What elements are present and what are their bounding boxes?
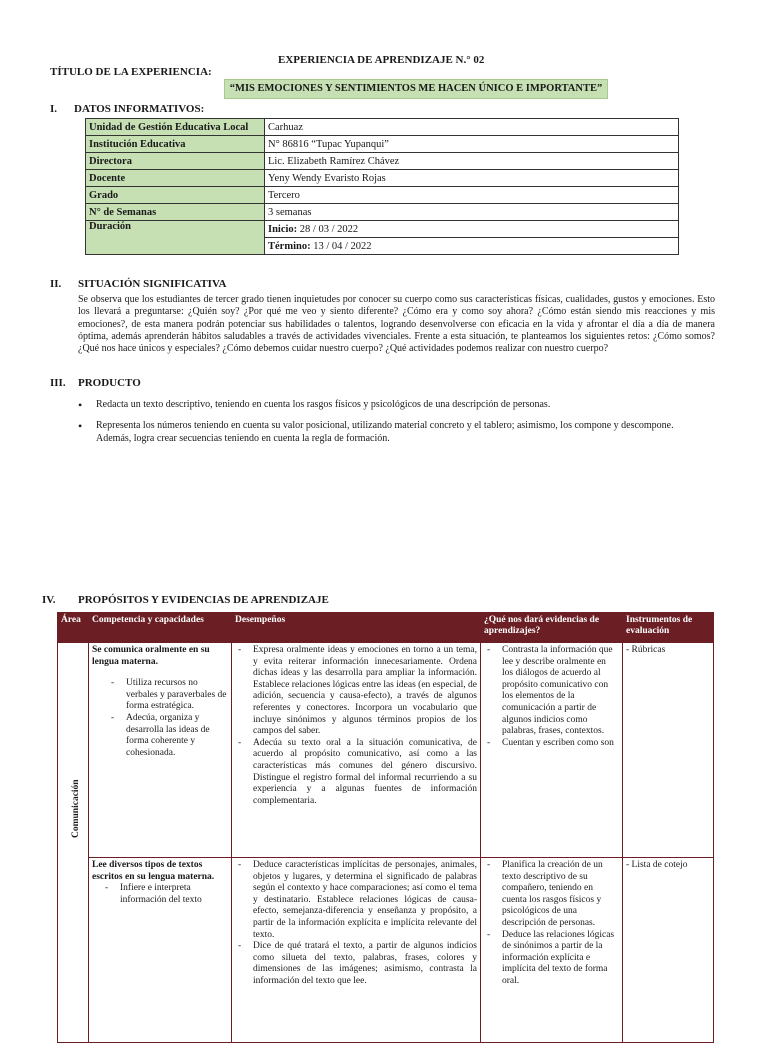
competencia-cell xyxy=(89,643,232,858)
evidencias-cell xyxy=(481,858,623,1043)
section-1-number: I. xyxy=(50,103,58,115)
info-row-duracion xyxy=(86,221,679,238)
info-value: Carhuaz xyxy=(265,119,679,136)
evidencias-list xyxy=(484,645,619,749)
datos-informativos-table xyxy=(85,118,679,255)
producto-bullet-2 xyxy=(78,420,708,445)
info-row xyxy=(86,136,679,153)
info-value: Tercero xyxy=(265,187,679,204)
info-key: Unidad de Gestión Educativa Local xyxy=(86,119,265,136)
section-2-heading: SITUACIÓN SIGNIFICATIVA xyxy=(78,278,227,290)
info-key: Docente xyxy=(86,170,265,187)
section-3-number: III. xyxy=(50,377,66,389)
info-row xyxy=(86,170,679,187)
inicio-cell xyxy=(265,221,679,238)
list-item: - Utiliza recursos no verbales y paraverbales de forma estratégica. xyxy=(108,678,228,713)
col-instrumentos: Instrumentos de evaluación xyxy=(623,613,714,643)
info-row xyxy=(86,153,679,170)
list-item: - Adecúa, organiza y desarrolla las ideas de forma coherente y cohesionada. xyxy=(108,713,228,759)
section-3-heading: PRODUCTO xyxy=(78,377,141,389)
col-competencia: Competencia y capacidades xyxy=(89,613,232,643)
list-item: - Deduce las relaciones lógicas de sinónimos a partir de la información explícita e implícita del texto de forma oral. xyxy=(484,930,619,988)
table-header-row xyxy=(58,613,714,643)
info-key: Institución Educativa xyxy=(86,136,265,153)
situacion-significativa-text: Se observa que los estudiantes de tercer grado tienen inquietudes por conocer su cuerpo como sus características físicas, cualidades, gustos y emociones. Esto los llevará a preguntarse: ¿Quién soy? ¿Por qué me veo y siento diferente? ¿Cómo era y como soy ahora? ¿Cómo están siendo mis reacciones y mis emociones?, de esta manera podrán potenciar sus habilidades o talentos, logrando desenvolverse con eficacia en la vida y afrontar el día a día de manera óptima, además aprenderán hábitos saludables a través de actividades vivenciales. Frente a esta situación, te planteamos los siguientes retos: ¿Cómo somos? ¿Qué nos hace únicos y especiales? ¿Cómo debemos cuidar nuestro cuerpo? ¿Qué actividades podemos realizar con nuestro cuerpo? xyxy=(78,294,715,355)
area-cell xyxy=(58,643,89,1043)
table-row xyxy=(58,858,714,1043)
col-desempenos: Desempeños xyxy=(232,613,481,643)
instrumento-cell: - Rúbricas xyxy=(623,643,714,858)
list-item: - Adecúa su texto oral a la situación comunicativa, de acuerdo al propósito comunicativo, así como a las características más comunes del género discursivo. Distingue el registro formal del informal recurriendo a su experiencia y a algunas fuentes de información complementaria. xyxy=(235,738,477,808)
evidencias-cell xyxy=(481,643,623,858)
list-item: - Dice de qué tratará el texto, a partir de algunos indicios como silueta del texto, palabras, frases, colores y dimensiones de las imágenes; asimismo, contrasta la información del texto que lee. xyxy=(235,941,477,987)
info-value: N° 86816 “Tupac Yupanqui” xyxy=(265,136,679,153)
competencia-title: Se comunica oralmente en su lengua materna. xyxy=(92,645,210,667)
info-value: 3 semanas xyxy=(265,204,679,221)
producto-bullet-1 xyxy=(78,399,708,412)
info-key: N° de Semanas xyxy=(86,204,265,221)
bullet-icon: • xyxy=(78,419,83,433)
instrumento-cell: - Lista de cotejo xyxy=(623,858,714,1043)
producto-bullet-text: Redacta un texto descriptivo, teniendo en cuenta los rasgos físicos y psicológicos de una descripción de personas. xyxy=(96,399,551,410)
table-row xyxy=(58,643,714,858)
info-value: Yeny Wendy Evaristo Rojas xyxy=(265,170,679,187)
section-4-number: IV. xyxy=(42,594,56,606)
list-item: - Expresa oralmente ideas y emociones en torno a un tema, y evita reiterar información innecesariamente. Ordena dichas ideas y las desarrolla para ampliar la información. Establece relaciones lógicas entre las ideas (en especial, de adición, secuencia y causa-efecto), a través de algunos referentes y conectores. Incorpora un vocabulario que incluye sinónimos y algunos términos propios de los campos del saber. xyxy=(235,645,477,738)
desempenos-list xyxy=(235,860,477,988)
producto-bullet-text: Representa los números teniendo en cuenta su valor posicional, utilizando material concreto y el tablero; asimismo, los compone y descompone. Además, logra crear secuencias teniendo en cuenta la regla de formación. xyxy=(96,420,674,444)
section-4-heading: PROPÓSITOS Y EVIDENCIAS DE APRENDIZAJE xyxy=(78,594,329,606)
info-row xyxy=(86,119,679,136)
experience-title-label: TÍTULO DE LA EXPERIENCIA: xyxy=(50,66,212,78)
list-item: - Deduce características implícitas de personajes, animales, objetos y lugares, y determina el significado de palabras según el contexto y hace comparaciones; así como el tema y destinatario. Establece relaciones lógicas de causa-efecto, semejanza-diferencia y enseñanza y propósito, a partir de la información explícita e implícita relevante del texto. xyxy=(235,860,477,941)
competencia-title: Lee diversos tipos de textos escritos en su lengua materna. xyxy=(92,860,215,882)
area-label: Comunicación xyxy=(71,779,81,838)
desempenos-cell xyxy=(232,858,481,1043)
info-value: Lic. Elizabeth Ramírez Chávez xyxy=(265,153,679,170)
list-item: - Planifica la creación de un texto descriptivo de su compañero, teniendo en cuenta los rasgos físicos y psicológicos de una descripción de personas. xyxy=(484,860,619,930)
info-key: Grado xyxy=(86,187,265,204)
list-item: - Cuentan y escriben como son xyxy=(484,738,619,750)
bullet-icon: • xyxy=(78,398,83,412)
list-item: - Contrasta la información que lee y describe oralmente en los diálogos de acuerdo al propósito comunicativo con los elementos de la comunicación a partir de algunos indicios como palabras, frases, contextos. xyxy=(484,645,619,738)
competencia-cell xyxy=(89,858,232,1043)
termino-cell xyxy=(265,238,679,255)
section-2-number: II. xyxy=(50,278,62,290)
section-1-heading: DATOS INFORMATIVOS: xyxy=(74,103,205,115)
evidencias-list xyxy=(484,860,619,988)
col-area: Área xyxy=(58,613,89,643)
inicio-value: 28 / 03 / 2022 xyxy=(297,223,359,235)
experience-name-box: “MIS EMOCIONES Y SENTIMIENTOS ME HACEN ÚNICO E IMPORTANTE” xyxy=(224,79,608,99)
info-key: Duración xyxy=(86,221,265,255)
desempenos-list xyxy=(235,645,477,807)
propositos-table xyxy=(57,612,714,1043)
info-row xyxy=(86,204,679,221)
capacidades-list xyxy=(102,883,228,906)
inicio-label: Inicio: xyxy=(268,223,298,235)
col-evidencias: ¿Qué nos dará evidencias de aprendizajes? xyxy=(481,613,623,643)
info-row xyxy=(86,187,679,204)
desempenos-cell xyxy=(232,643,481,858)
list-item: - Infiere e interpreta información del texto xyxy=(102,883,228,906)
info-key: Directora xyxy=(86,153,265,170)
termino-value: 13 / 04 / 2022 xyxy=(310,240,372,252)
document-title: EXPERIENCIA DE APRENDIZAJE N.° 02 xyxy=(278,54,485,66)
capacidades-list xyxy=(108,678,228,759)
termino-label: Término: xyxy=(268,240,311,252)
